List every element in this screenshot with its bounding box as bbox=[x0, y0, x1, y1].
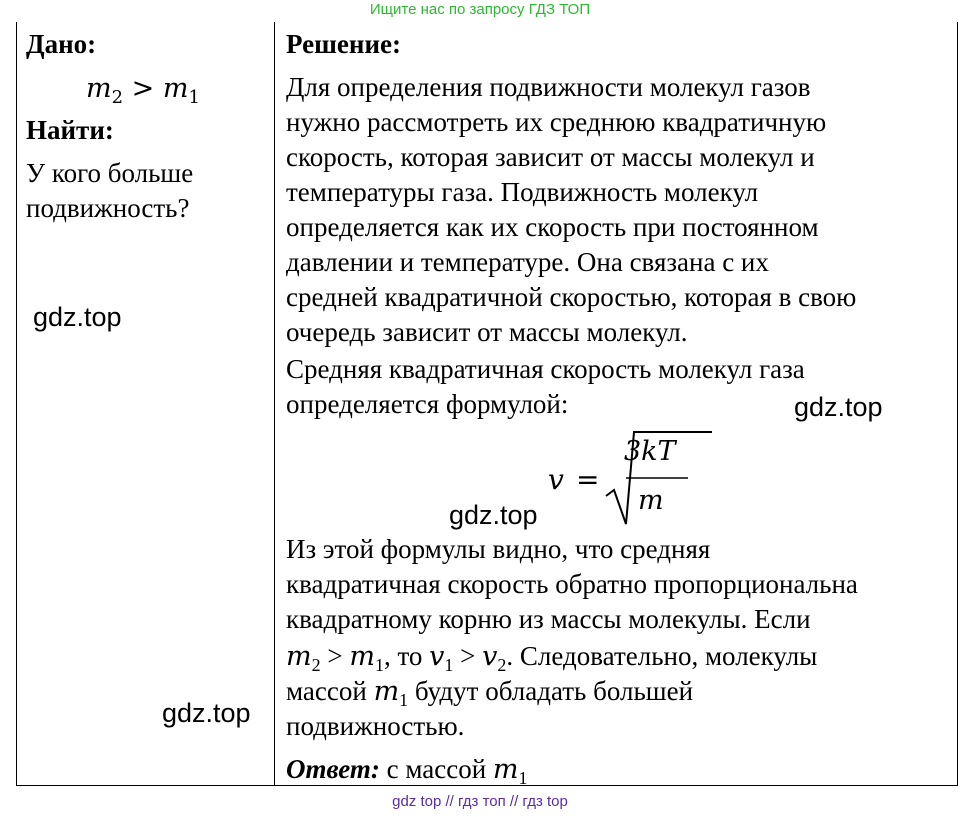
text-line: Для определения подвижности молекул газов bbox=[286, 72, 811, 102]
formula-lhs: v bbox=[548, 463, 564, 496]
formula-numerator: 3kT bbox=[624, 436, 676, 467]
given-label: Дано: bbox=[26, 29, 97, 59]
text-line: подвижностью. bbox=[286, 711, 465, 741]
text-line: определяется формулой: bbox=[286, 389, 569, 419]
text-line: средней квадратичной скоростью, которая в свою bbox=[286, 282, 857, 312]
formula-equals: = bbox=[576, 463, 600, 496]
watermark: gdz.top bbox=[33, 302, 122, 332]
watermark: gdz.top bbox=[162, 698, 251, 728]
text-line: очередь зависит от массы молекул. bbox=[286, 317, 688, 347]
top-banner: Ищите нас по запросу ГДЗ ТОП bbox=[369, 1, 591, 18]
formula-denominator: m bbox=[638, 485, 664, 516]
text-line: квадратичная скорость обратно пропорциональна bbox=[286, 569, 858, 599]
find-line: У кого больше bbox=[26, 158, 194, 188]
text-line: Из этой формулы видно, что средняя bbox=[286, 534, 711, 564]
find-line: подвижность? bbox=[26, 193, 190, 223]
given-condition: $m_2 > m_1$ bbox=[86, 73, 200, 108]
column-divider bbox=[274, 22, 275, 786]
bottom-banner: gdz top // гдз топ // гдз top bbox=[392, 793, 568, 810]
answer-line: Ответ: с массой $m_1$ bbox=[286, 754, 528, 788]
watermark: gdz.top bbox=[794, 392, 883, 422]
text-line: нужно рассмотреть их среднюю квадратичную bbox=[286, 107, 827, 137]
answer-label: Ответ: bbox=[286, 754, 380, 784]
text-line: давлении и температуре. Она связана с их bbox=[286, 247, 769, 277]
find-label: Найти: bbox=[26, 115, 114, 145]
text-line: определяется как их скорость при постоянном bbox=[286, 212, 819, 242]
text-line: квадратному корню из массы молекулы. Если bbox=[286, 604, 811, 634]
text-line: Средняя квадратичная скорость молекул газа bbox=[286, 354, 805, 384]
text-line-mass: массой $m_1$ будут обладать большей bbox=[286, 676, 694, 710]
solution-label: Решение: bbox=[286, 29, 401, 59]
rms-speed-formula bbox=[548, 428, 708, 528]
watermark: gdz.top bbox=[449, 500, 538, 530]
text-line: температуры газа. Подвижность молекул bbox=[286, 177, 759, 207]
text-line-math: $m_2 > m_1$, то $v_1 > v_2$. Следовательно, молекулы bbox=[286, 641, 818, 675]
text-line: скорость, которая зависит от массы молекул и bbox=[286, 142, 815, 172]
